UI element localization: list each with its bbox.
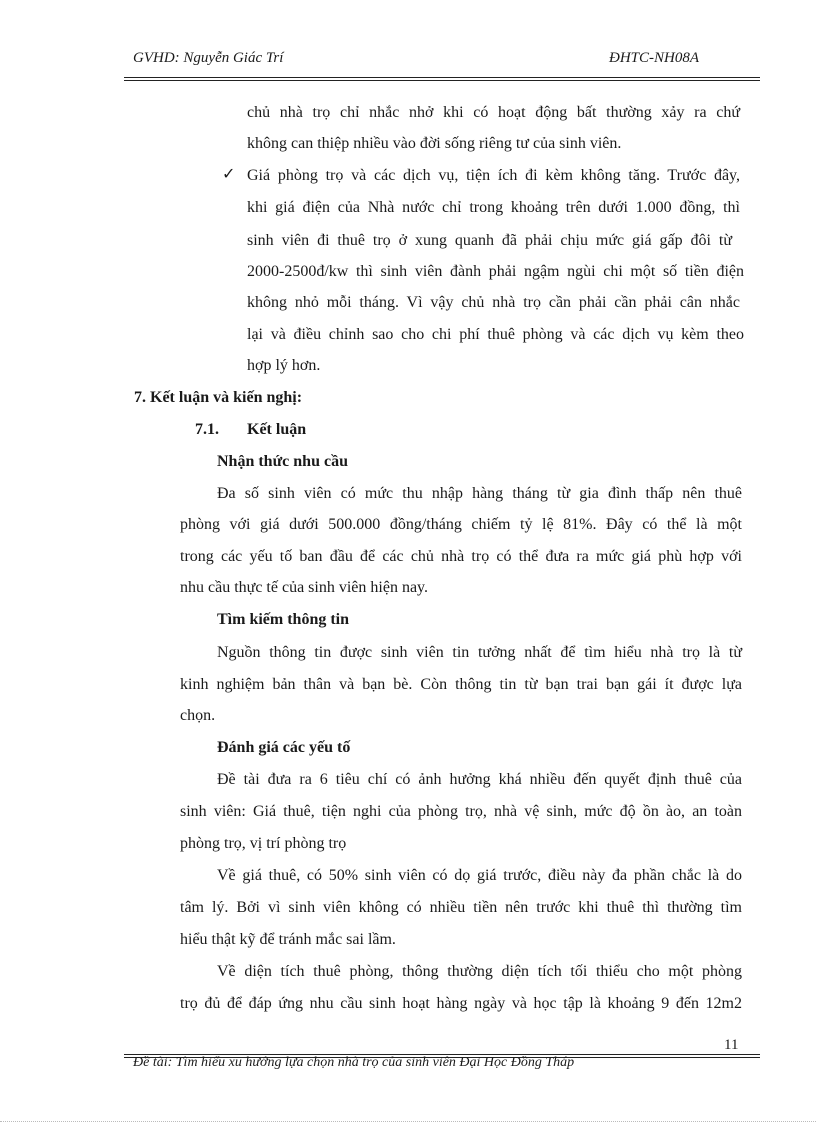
- paragraph-line: chọn.: [180, 707, 216, 724]
- paragraph-line: nhu cầu thực tế của sinh viên hiện nay.: [180, 579, 428, 596]
- paragraph-line: 2000-2500đ/kw thì sinh viên đành phải ngậm ngùi chi một số tiền điện: [247, 263, 744, 280]
- paragraph-line: Đa số sinh viên có mức thu nhập hàng tháng từ gia đình thấp nên thuê: [217, 485, 742, 502]
- subheading-awareness: Nhận thức nhu cầu: [217, 453, 348, 470]
- subheading-info-search: Tìm kiếm thông tin: [217, 611, 350, 628]
- paragraph-line: không nhỏ mỗi tháng. Vì vậy chủ nhà trọ cần phải cần phải cân nhắc: [247, 294, 740, 311]
- header-rule: [124, 77, 760, 78]
- paragraph-line: lại và điều chỉnh sao cho chi phí thuê phòng và các dịch vụ kèm theo: [247, 326, 744, 343]
- header-advisor: GVHD: Nguyễn Giác Trí: [133, 50, 284, 66]
- checkmark-icon: ✓: [222, 164, 236, 183]
- paragraph-line: Đề tài đưa ra 6 tiêu chí có ảnh hưởng khá nhiều đến quyết định thuê của: [217, 771, 742, 788]
- paragraph-line: Nguồn thông tin được sinh viên tin tưởng nhất để tìm hiểu nhà trọ là từ: [217, 644, 742, 661]
- paragraph-line: trọ đủ để đáp ứng nhu cầu sinh hoạt hàng ngày và học tập là khoảng 9 đến 12m2: [180, 995, 742, 1012]
- paragraph-line: trong các yếu tố ban đầu để các chủ nhà trọ có thể đưa ra mức giá phù hợp với: [180, 548, 742, 565]
- header-rule: [124, 80, 760, 81]
- paragraph-line: phòng trọ, vị trí phòng trọ: [180, 835, 347, 852]
- page-bottom-divider: [0, 1121, 816, 1122]
- subheading-factor-evaluation: Đánh giá các yếu tố: [217, 739, 351, 756]
- paragraph-line: Về diện tích thuê phòng, thông thường diện tích tối thiểu cho một phòng: [217, 963, 742, 980]
- paragraph-line: không can thiệp nhiều vào đời sống riêng tư của sinh viên.: [247, 135, 622, 152]
- paragraph-line: hợp lý hơn.: [247, 357, 321, 374]
- paragraph-line: phòng với giá dưới 500.000 đồng/tháng chiếm tỷ lệ 81%. Đây có thể là một: [180, 516, 742, 533]
- paragraph-line: sinh viên đi thuê trọ ở xung quanh đã phải chịu mức giá gấp đôi từ: [247, 232, 732, 249]
- paragraph-line: Giá phòng trọ và các dịch vụ, tiện ích đi kèm không tăng. Trước đây,: [247, 167, 740, 184]
- header-class-code: ĐHTC-NH08A: [609, 50, 700, 66]
- paragraph-line: kinh nghiệm bản thân và bạn bè. Còn thông tin từ bạn trai bạn gái ít được lựa: [180, 676, 742, 693]
- page-number: 11: [724, 1037, 739, 1053]
- paragraph-line: khi giá điện của Nhà nước chỉ trong khoảng trên dưới 1.000 đồng, thì: [247, 199, 740, 216]
- paragraph-line: sinh viên: Giá thuê, tiện nghi của phòng trọ, nhà vệ sinh, mức độ ồn ào, an toàn: [180, 803, 742, 820]
- footer-topic: Đề tài: Tìm hiểu xu hướng lựa chọn nhà trọ của sinh viên Đại Học Đồng Tháp: [133, 1055, 575, 1070]
- paragraph-line: hiểu thật kỹ để tránh mắc sai lầm.: [180, 931, 396, 948]
- paragraph-line: tâm lý. Bởi vì sinh viên không có nhiều tiền nên trước khi thuê thì thường tìm: [180, 899, 742, 916]
- section-title-7-1: Kết luận: [247, 421, 307, 438]
- paragraph-line: chủ nhà trọ chỉ nhắc nhở khi có hoạt động bất thường xảy ra chứ: [247, 104, 740, 121]
- section-heading-7: 7. Kết luận và kiến nghị:: [134, 389, 303, 406]
- section-number-7-1: 7.1.: [195, 421, 219, 438]
- paragraph-line: Về giá thuê, có 50% sinh viên có dọ giá trước, điều này đa phần chắc là do: [217, 867, 742, 884]
